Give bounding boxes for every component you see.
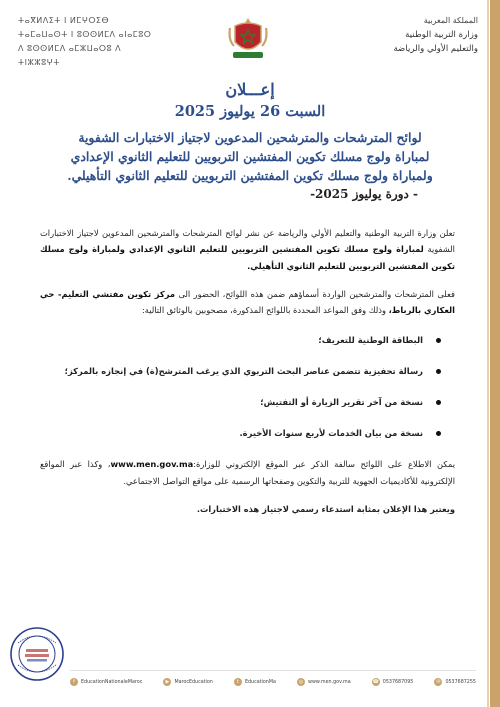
footer-contacts [70, 670, 476, 689]
footer-item[interactable] [163, 678, 212, 686]
tifinagh-line: ⴷ ⵓⵙⵙⵍⵎⴷ ⴰⵎⵣⵡⴰⵔⵓ ⴷ ⵜⵏⵣⵣⵓⵖⵜ [18, 44, 122, 67]
list-item [40, 425, 455, 442]
footer-item-text: www.men.gov.ma [308, 679, 351, 685]
text: وذلك وفق المواعد المحددة باللوائح المذكورة، مصحوبين بالوثائق التالية: [141, 305, 389, 316]
footer-item[interactable] [434, 678, 476, 686]
list-item [40, 332, 455, 349]
text-bold: مركز تكوين مفتشي التعليم- حي العكاري بالرباط، [40, 288, 455, 316]
required-documents-list [40, 332, 455, 442]
list-item [40, 363, 455, 380]
footer-item[interactable] [297, 678, 351, 686]
kingdom-name: المملكة المغربية [423, 16, 478, 25]
paragraph-instructions [40, 286, 455, 319]
moroccan-coat-of-arms-icon [227, 16, 269, 62]
globe-icon: ◎ [298, 679, 304, 685]
tifinagh-line: ⵜⴰⴳⵍⴷⵉⵜ ⵏ ⵍⵎⵖⵔⵉⴱ [18, 16, 110, 25]
phone-icon: ☎ [372, 679, 379, 685]
bullet-icon [436, 400, 441, 405]
paragraph-final-note: ويعتبر هذا الإعلان بمثابة استدعاء رسمي لاجتياز هذه الاختبارات. [196, 504, 455, 515]
footer-item-text: 0537687095 [382, 679, 414, 685]
document-title [30, 128, 470, 204]
announcement-date: السبت 26 يوليوز 2025 [174, 103, 326, 120]
fax-icon: ✉ [436, 679, 441, 685]
letterhead [18, 14, 478, 74]
title-line: ولمباراة ولوج مسلك تكوين المفتشين التربويين للتعليم الثانوي التأهيلي. [67, 168, 433, 183]
bullet-icon [436, 338, 441, 343]
title-line: لوائح المترشحات والمترشحين المدعوين لاجتياز الاختبارات الشفوية [78, 130, 422, 145]
announcement-heading [0, 80, 500, 122]
footer-item-text: MarocEducation [174, 679, 213, 685]
footer-item-text: 0537687255 [445, 679, 476, 685]
bullet-icon [436, 369, 441, 374]
footer-item[interactable] [234, 678, 276, 686]
list-item-text: البطاقة الوطنية للتعريف؛ [318, 335, 423, 346]
letterhead-tifinagh [18, 14, 158, 70]
announcement-label: إعـــلان [225, 80, 275, 99]
list-item-text: رسالة تحفيزية تتضمن عناصر البحث التربوي الذي يرغب المترشح(ة) في إنجازه بالمركز؛ [64, 366, 423, 377]
footer-item[interactable] [372, 678, 414, 686]
text: يمكن الاطلاع على اللوائح سالفة الذكر عبر الموقع الإلكتروني للوزارة: [193, 459, 455, 470]
text: تعلن وزارة التربية الوطنية والتعليم الأولي والرياضة عن نشر لوائح المترشحات والمترشحين المدعوين لاجتياز الاختبارات الشفوية [40, 228, 455, 255]
paragraph-intro [40, 225, 455, 274]
letterhead-arabic [348, 14, 478, 56]
session-label: - دورة يوليوز 2025- [310, 187, 418, 201]
bullet-icon [436, 431, 441, 436]
text: فعلى المترشحات والمترشحين الواردة أسماؤهم ضمن هذه اللوائح، الحضور الى [175, 288, 455, 299]
text: ، وكذا عبر المواقع الإلكترونية للأكاديميات الجهوية للتربية والتكوين وصفحاتها الرسمية على مواقع التواصل الاجتماعي. [40, 459, 455, 486]
facebook-icon: f [70, 678, 78, 686]
twitter-icon: t [234, 678, 242, 686]
ministry-name: وزارة التربية الوطنية [405, 30, 478, 40]
list-item [40, 394, 455, 411]
text-bold: لمباراة ولوج مسلك تكوين المفتشين التربويين للتعليم الثانوي الإعدادي ولمباراة ولوج مسلك تكوين المفتشين التربويين للتعليم الثانوي التأهيلي. [40, 244, 455, 271]
tifinagh-line: ⵜⴰⵎⴰⵡⴰⵙⵜ ⵏ ⵓⵙⵙⵍⵎⴷ ⴰⵏⴰⵎⵓⵔ [18, 30, 152, 39]
paragraph-website [40, 456, 455, 489]
list-item-text: نسخة من بيان الخدمات لأربع سنوات الأخيرة. [239, 428, 423, 439]
list-item-text: نسخة من آخر تقرير الزيارة أو التفتيش؛ [260, 397, 423, 408]
footer-item[interactable] [70, 678, 142, 686]
footer-item-text: EducationNationaleMaroc [81, 679, 143, 685]
title-line: لمباراة ولوج مسلك تكوين المفتشين التربويين للتعليم الثانوي الإعدادي [70, 149, 430, 164]
ministry-name-cont: والتعليم الأولي والرياضة [393, 44, 478, 54]
youtube-icon: ▶ [163, 678, 171, 686]
footer-item-text: EducationMa [244, 679, 276, 685]
ministry-website-link[interactable]: www.men.gov.ma [110, 459, 194, 470]
official-stamp-icon [8, 625, 66, 683]
document-body [40, 225, 455, 529]
